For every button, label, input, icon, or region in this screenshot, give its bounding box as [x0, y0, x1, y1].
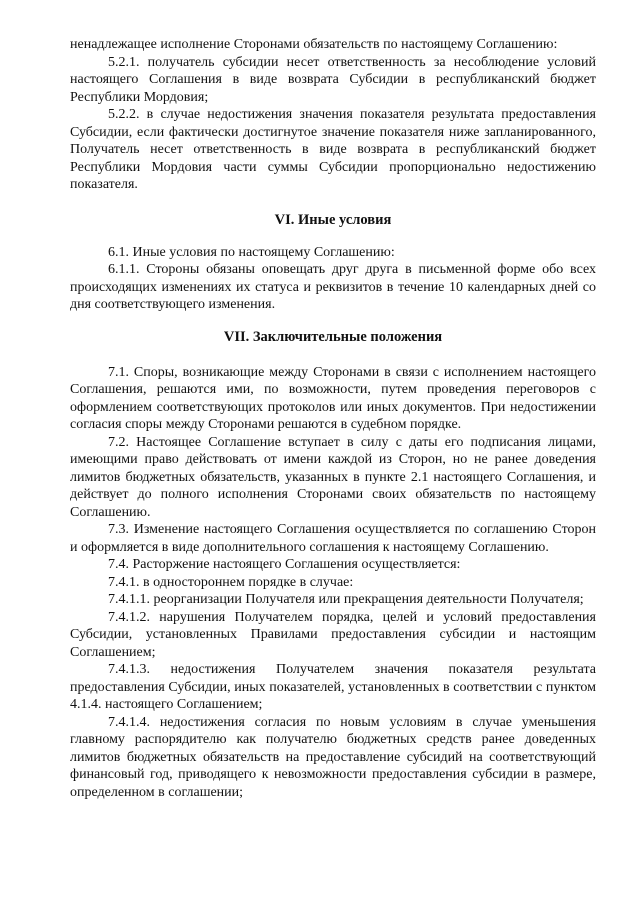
paragraph-7-4-1: 7.4.1. в одностороннем порядке в случае: — [108, 574, 354, 590]
paragraph-7-4-1-3: 7.4.1.3. недостижения Получателем значения показателя результата предоставления Субсидии, иных показателей, установленных в соответствии с пунктом 4.1.4. настоящего Соглашением; — [70, 662, 596, 712]
paragraph-5-2-2: 5.2.2. в случае недостижения значения показателя результата предоставления Субсидии, если фактически достигнутое значение показателя ниже запланированного, Получатель несет ответственность в виде возврата в республиканский бюджет Республики Мордовия части суммы Субсидии пропорционально недостижению показателя. — [70, 107, 596, 192]
paragraph-7-2: 7.2. Настоящее Соглашение вступает в силу с даты его подписания лицами, имеющими право действовать от имени каждой из Сторон, но не ранее доведения лимитов бюджетных обязательств, указанных в пункте 2.1 настоящего Соглашения, и действует до полного исполнения Сторонами своих обязательств по настоящему Соглашению. — [70, 434, 596, 520]
paragraph-7-3: 7.3. Изменение настоящего Соглашения осуществляется по соглашению Сторон и оформляется в виде дополнительного соглашения к настоящему Соглашению. — [70, 522, 596, 555]
paragraph-5-2-continuation: ненадлежащее исполнение Сторонами обязательств по настоящему Соглашению: — [70, 37, 558, 52]
paragraph-7-4-1-2: 7.4.1.2. нарушения Получателем порядка, целей и условий предоставления Субсидии, установленных Правилами предоставления субсидии и настоящим Соглашением; — [70, 609, 596, 660]
paragraph-6-1-1: 6.1.1. Стороны обязаны оповещать друг друга в письменной форме обо всех происходящих изменениях их статуса и реквизитов в течение 10 календарных дней со дня соответствующего изменения. — [70, 262, 596, 312]
paragraph-7-4: 7.4. Расторжение настоящего Соглашения осуществляется: — [108, 557, 461, 572]
paragraph-5-2-1: 5.2.1. получатель субсидии несет ответственность за несоблюдение условий настоящего Соглашения в виде возврата Субсидии в республиканский бюджет Республики Мордовия; — [70, 54, 596, 105]
section-6-heading: VI. Иные условия — [274, 211, 392, 228]
section-7-heading: VII. Заключительные положения — [223, 328, 443, 345]
paragraph-7-4-1-1: 7.4.1.1. реорганизации Получателя или прекращения деятельности Получателя; — [108, 592, 584, 607]
paragraph-7-1: 7.1. Споры, возникающие между Сторонами в связи с исполнением настоящего Соглашения, решаются ими, по возможности, путем проведения переговоров с оформлением соответствующих протоколов или иных документов. При недостижении согласия споры между Сторонами решаются в судебном порядке. — [70, 364, 596, 432]
paragraph-6-1: 6.1. Иные условия по настоящему Соглашению: — [108, 244, 395, 260]
paragraph-7-4-1-4: 7.4.1.4. недостижения согласия по новым условиям в случае уменьшения главному распорядителю как получателю бюджетных средств ранее доведенных лимитов бюджетных обязательств на предоставление субсидий на соответствующий финансовый год, приводящего к невозможности предоставления субсидии в размере, определенном в соглашении; — [70, 714, 596, 800]
